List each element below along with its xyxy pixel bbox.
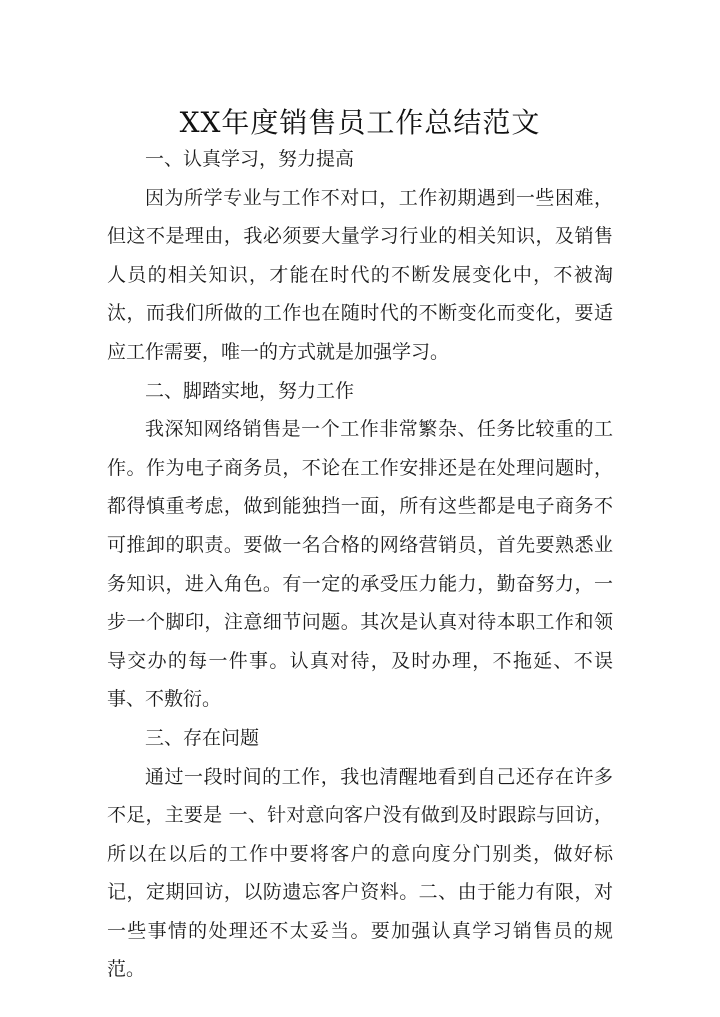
section-paragraph-1: 因为所学专业与工作不对口，工作初期遇到一些困难，但这不是理由，我必须要大量学习行业的相关知识，及销售人员的相关知识，才能在时代的不断发展变化中，不被淘汰，而我们所做的工作也在随时代的不断变化而变化，要适应工作需要，唯一的方式就是加强学习。 [107, 186, 613, 363]
document-title: XX年度销售员工作总结范文 [179, 105, 541, 139]
document-body [107, 140, 613, 989]
section-heading-2: 二、脚踏实地，努力工作 [145, 379, 355, 402]
section-heading-3: 三、存在问题 [145, 726, 260, 749]
section-paragraph-2: 我深知网络销售是一个工作非常繁杂、任务比较重的工作。作为电子商务员，不论在工作安排还是在处理问题时，都得慎重考虑，做到能独挡一面，所有这些都是电子商务不可推卸的职责。要做一名合格的网络营销员，首先要熟悉业务知识，进入角色。有一定的承受压力能力，勤奋努力，一步一个脚印，注意细节问题。其次是认真对待本职工作和领导交办的每一件事。认真对待，及时办理，不拖延、不误事、不敷衍。 [107, 418, 613, 711]
section-paragraph-3: 通过一段时间的工作，我也清醒地看到自己还存在许多不足，主要是 一、针对意向客户没有做到及时跟踪与回访，所以在以后的工作中要将客户的意向度分门别类，做好标记，定期回访，以防遗忘客户资料。二、由于能力有限，对一些事情的处理还不太妥当。要加强认真学习销售员的规范。 [107, 765, 613, 981]
section-heading-1: 一、认真学习，努力提高 [145, 148, 355, 170]
